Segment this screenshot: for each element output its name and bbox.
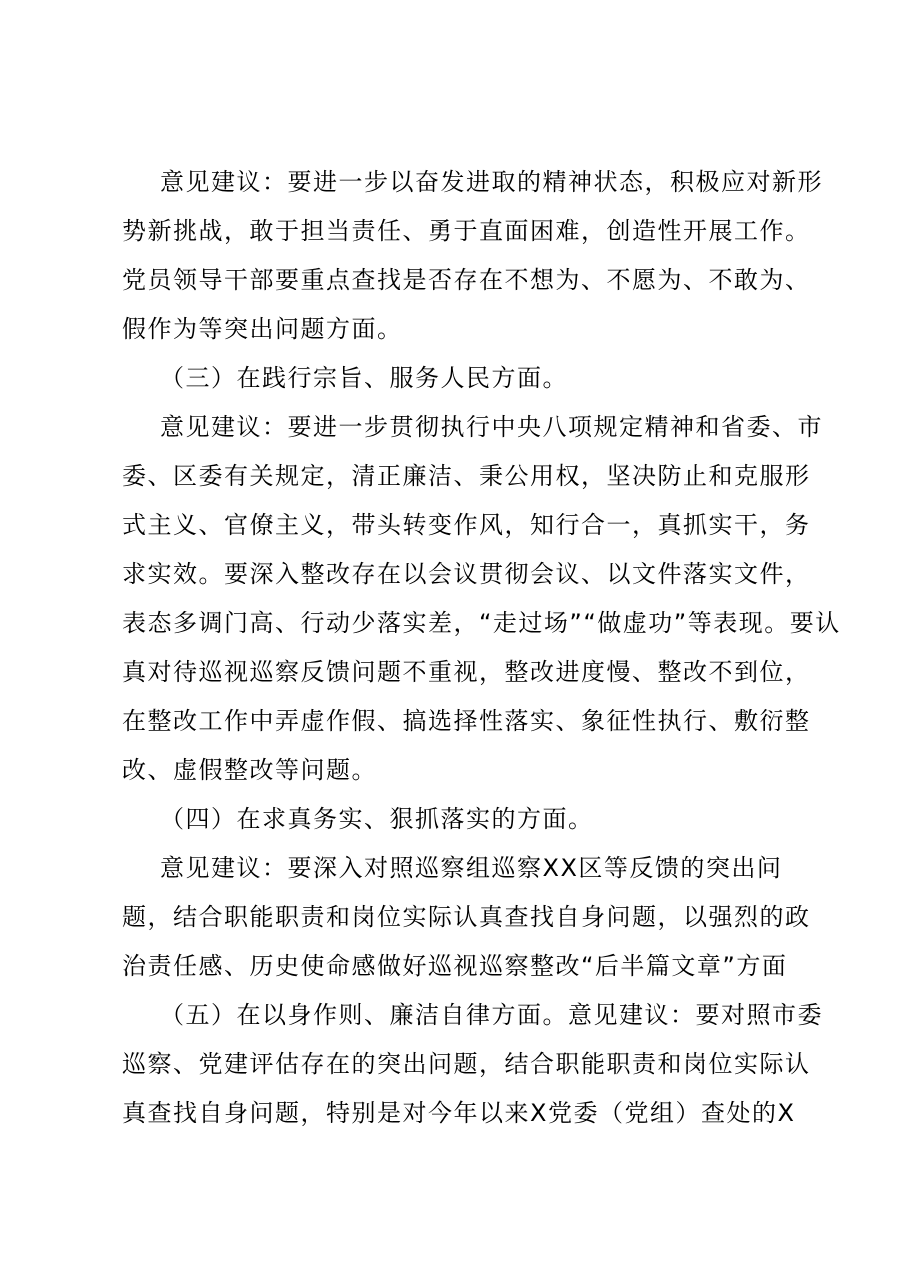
text-line: 委、区委有关规定，清正廉洁、秉公用权，坚决防止和克服形 (122, 462, 811, 490)
text-line: 意见建议：要进一步以奋发进取的精神状态，积极应对新形 (160, 168, 823, 196)
text-line: 势新挑战，敢于担当责任、勇于直面困难，创造性开展工作。 (122, 217, 811, 245)
text-line: 意见建议：要进一步贯彻执行中央八项规定精神和省委、市 (160, 413, 823, 441)
text-line: 表态多调门高、行动少落实差，“走过场”“做虚功”等表现。要认 (122, 609, 841, 637)
text-line: 意见建议：要深入对照巡察组巡察XX区等反馈的突出问 (160, 854, 783, 882)
text-line: 求实效。要深入整改存在以会议贯彻会议、以文件落实文件， (122, 560, 811, 588)
text-line: 式主义、官僚主义，带头转变作风，知行合一，真抓实干，务 (122, 511, 811, 539)
text-line: 党员领导干部要重点查找是否存在不想为、不愿为、不敢为、 (122, 266, 811, 294)
text-line: 题，结合职能职责和岗位实际认真查找自身问题，以强烈的政 (122, 903, 811, 931)
text-line: 真对待巡视巡察反馈问题不重视，整改进度慢、整改不到位， (122, 658, 811, 686)
text-line: 真查找自身问题，特别是对今年以来X党委（党组）查处的X (122, 1099, 796, 1127)
section-heading: （四）在求真务实、狠抓落实的方面。 (160, 805, 594, 833)
section-heading: （五）在以身作则、廉洁自律方面。意见建议：要对照市委 (160, 1001, 823, 1029)
text-line: 在整改工作中弄虚作假、搞选择性落实、象征性执行、敷衍整 (122, 707, 811, 735)
text-line: 治责任感、历史使命感做好巡视巡察整改“后半篇文章”方面 (122, 952, 788, 980)
text-line: 假作为等突出问题方面。 (122, 315, 403, 343)
text-line: 巡察、党建评估存在的突出问题，结合职能职责和岗位实际认 (122, 1050, 811, 1078)
section-heading: （三）在践行宗旨、服务人民方面。 (160, 364, 568, 392)
text-line: 改、虚假整改等问题。 (122, 756, 377, 784)
